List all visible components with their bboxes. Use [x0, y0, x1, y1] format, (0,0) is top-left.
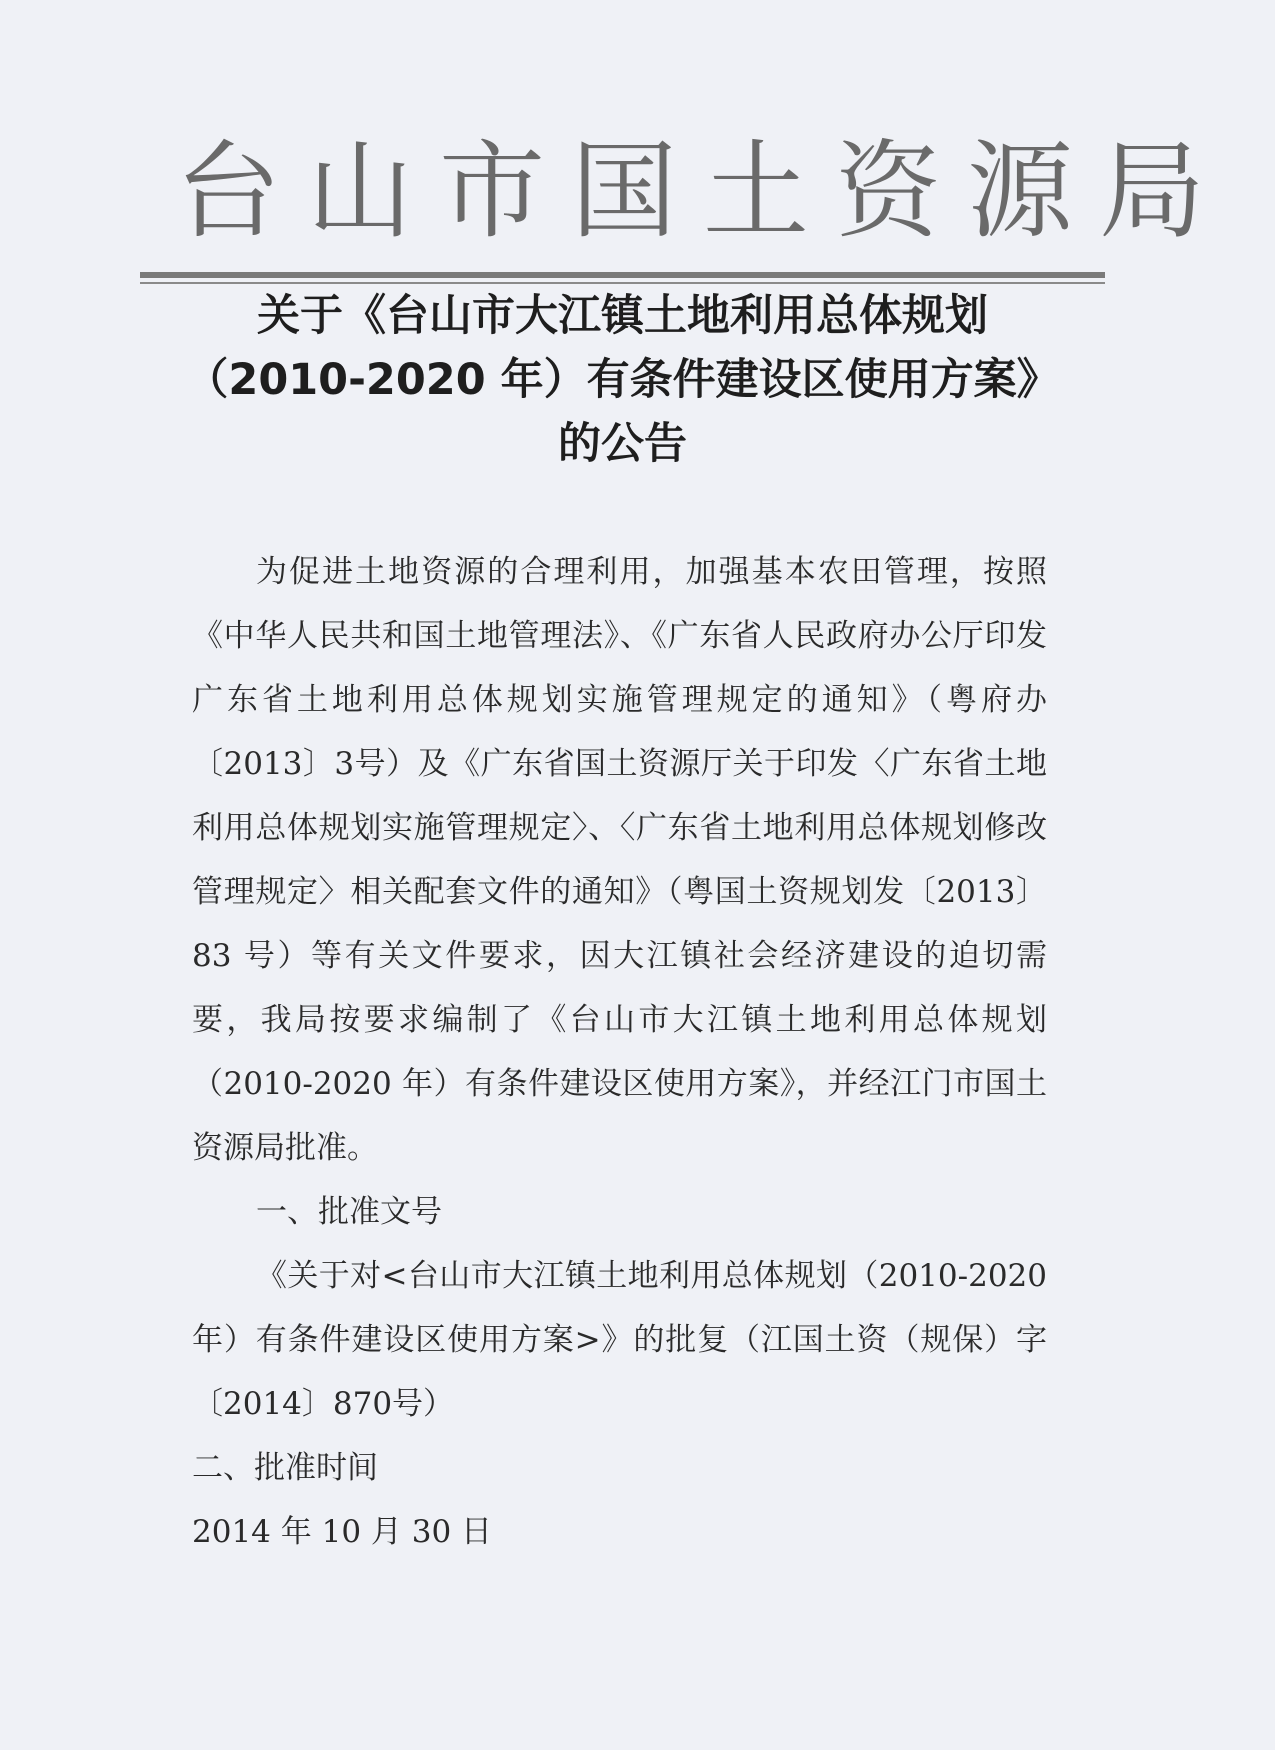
section-1-heading: 一、批准文号	[256, 1194, 442, 1230]
intro-paragraph: 为促进土地资源的合理利用，加强基本农田管理，按照《中华人民共和国土地管理法》、《广东省人民政府办公厅印发广东省土地利用总体规划实施管理规定的通知》（粤府办〔2013〕3号）及《广东省国土资源厅关于印发〈广东省土地利用总体规划实施管理规定〉、〈广东省土地利用总体规划修改管理规定〉相关配套文件的通知》（粤国土资规划发〔2013〕83 号）等有关文件要求，因大江镇社会经济建设的迫切需要，我局按要求编制了《台山市大江镇土地利用总体规划（2010-2020 年）有条件建设区使用方案》，并经江门市国土资源局批准。	[192, 554, 1047, 1166]
document-title-line-2: （2010-2020 年）有条件建设区使用方案》	[185, 355, 1060, 405]
document-body	[192, 540, 1047, 1564]
issuing-organization-header: 台山市国土资源局	[175, 130, 1231, 253]
header-divider-thick	[140, 272, 1105, 278]
section-2-heading: 二、批准时间	[192, 1450, 378, 1486]
section-1-content: 《关于对<台山市大江镇土地利用总体规划（2010-2020年）有条件建设区使用方案>》的批复（江国土资（规保）字〔2014〕870号）	[192, 1258, 1047, 1422]
section-2-content: 2014 年 10 月 30 日	[192, 1514, 493, 1550]
document-title-line-1: 关于《台山市大江镇土地利用总体规划	[257, 291, 988, 341]
document-title	[140, 284, 1105, 476]
document-title-line-3: 的公告	[558, 419, 687, 469]
